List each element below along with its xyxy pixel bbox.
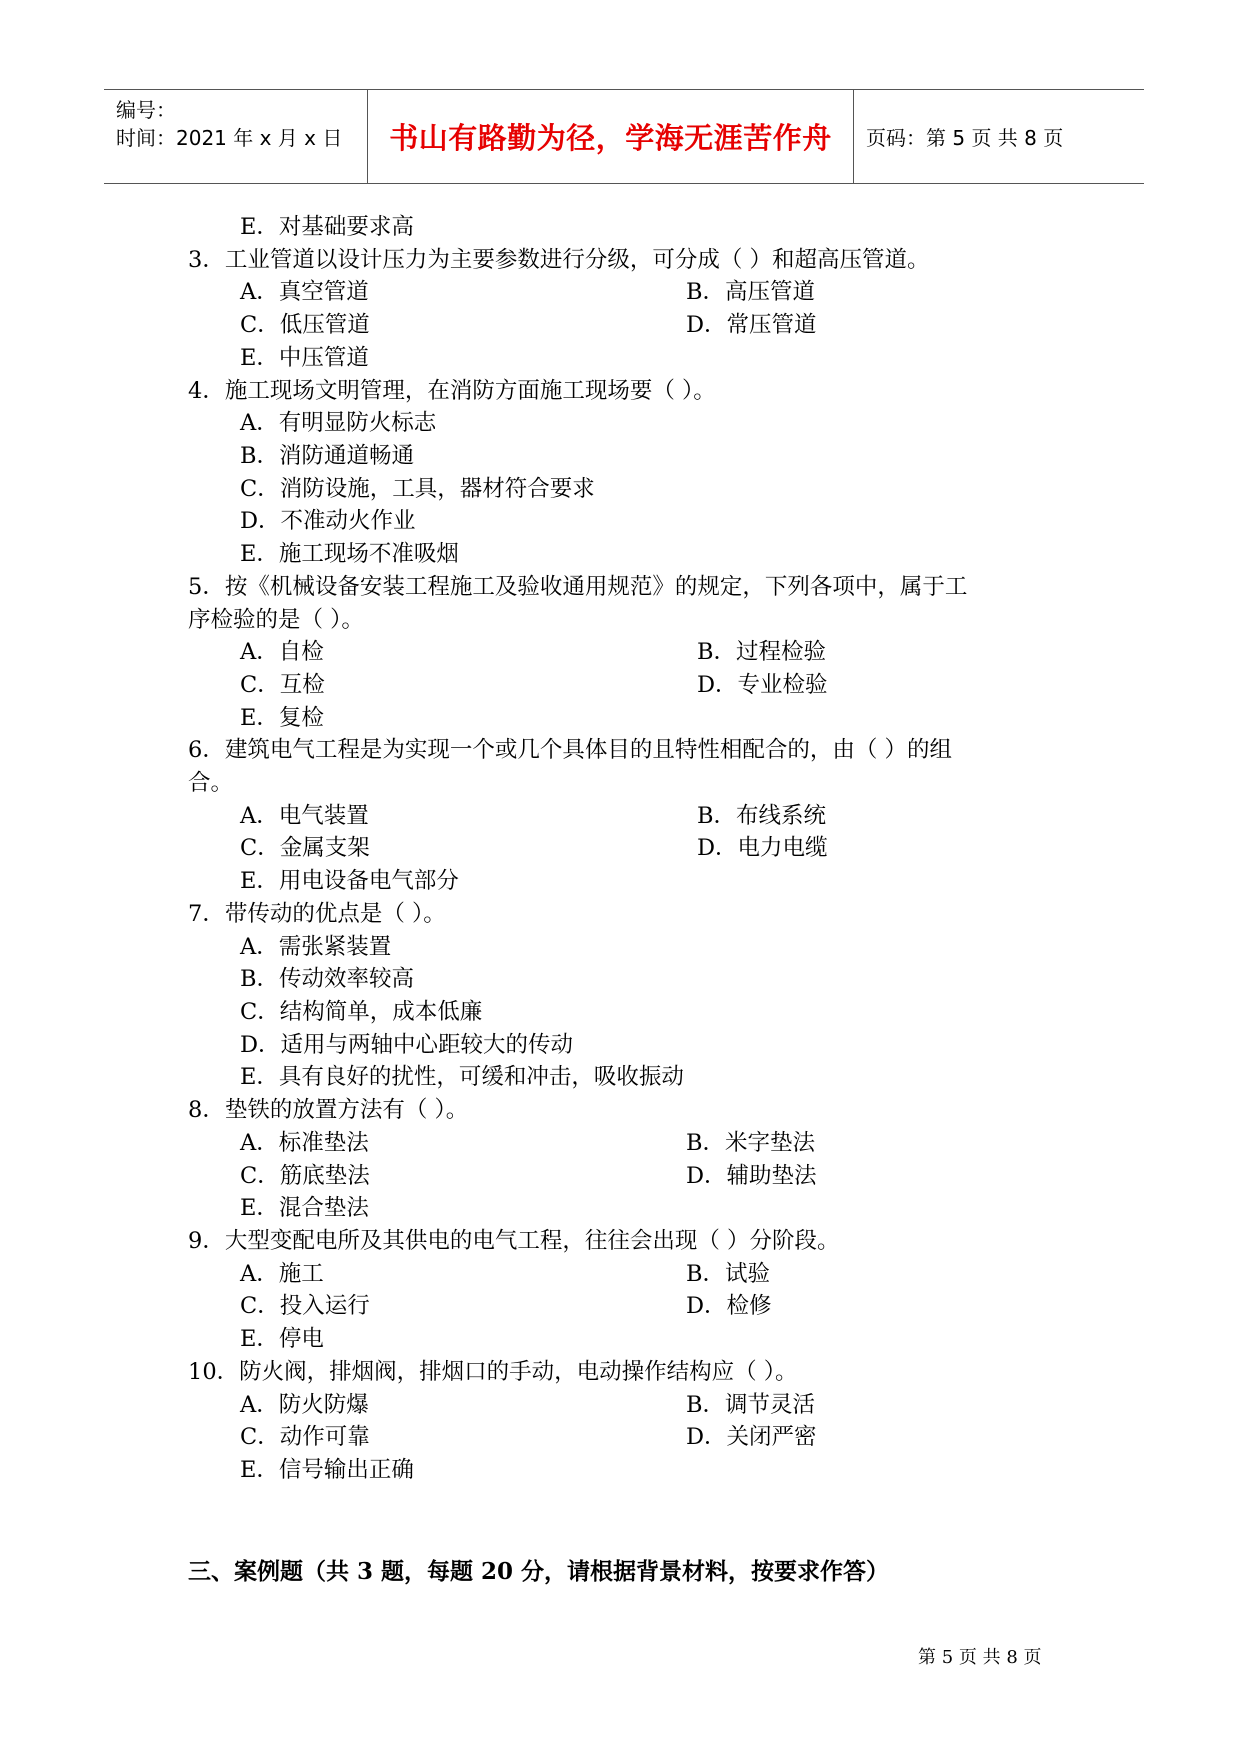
option-line: B．调节灵活: [686, 1392, 816, 1418]
option-line: B．过程检验: [697, 639, 827, 665]
option-line: B．布线系统: [697, 803, 827, 829]
question-line: 10．防火阀，排烟阀，排烟口的手动，电动操作结构应（ ）。: [188, 1359, 798, 1385]
option-line: E．复检: [240, 705, 324, 731]
option-line: C．投入运行: [240, 1293, 370, 1319]
option-line: B．高压管道: [686, 279, 816, 305]
question-line: 5．按《机械设备安装工程施工及验收通用规范》的规定，下列各项中，属于工: [188, 574, 968, 600]
option-line: E．具有良好的扰性，可缓和冲击，吸收振动: [240, 1064, 684, 1090]
option-line: E．施工现场不准吸烟: [240, 541, 459, 567]
option-line: E．对基础要求高: [240, 214, 414, 240]
option-line: D．不准动火作业: [240, 508, 416, 534]
option-line: C．结构简单，成本低廉: [240, 999, 483, 1025]
option-line: D．检修: [686, 1293, 772, 1319]
option-line: A．有明显防火标志: [240, 410, 437, 436]
option-line: A．电气装置: [240, 803, 369, 829]
question-line: 8．垫铁的放置方法有（ ）。: [188, 1097, 469, 1123]
option-line: D．电力电缆: [697, 835, 828, 861]
option-line: A．需张紧装置: [240, 934, 392, 960]
option-line: C．动作可靠: [240, 1424, 370, 1450]
section-title: 三、案例题（共 3 题，每题 20 分，请根据背景材料，按要求作答）: [188, 1558, 890, 1585]
option-line: D．关闭严密: [686, 1424, 817, 1450]
option-line: B．传动效率较高: [240, 966, 415, 992]
header-info-cell: [104, 90, 368, 183]
question-line: 3．工业管道以设计压力为主要参数进行分级，可分成（ ）和超高压管道。: [188, 247, 930, 273]
option-line: C．互检: [240, 672, 325, 698]
time-label: 时间：2021 年 x 月 x 日: [116, 126, 343, 150]
option-line: B．试验: [686, 1261, 771, 1287]
option-line: A．施工: [240, 1261, 324, 1287]
option-line: C．低压管道: [240, 312, 370, 338]
question-line: 9．大型变配电所及其供电的电气工程，往往会出现（ ）分阶段。: [188, 1228, 840, 1254]
option-line: E．中压管道: [240, 345, 369, 371]
option-line: C．金属支架: [240, 835, 370, 861]
question-line: 序检验的是（ ）。: [188, 607, 364, 633]
option-line: E．停电: [240, 1326, 324, 1352]
question-line: 6．建筑电气工程是为实现一个或几个具体目的且特性相配合的，由（ ）的组: [188, 737, 952, 763]
option-line: D．常压管道: [686, 312, 817, 338]
page-header: [104, 89, 1144, 184]
option-line: B．消防通道畅通: [240, 443, 415, 469]
question-line: 合。: [188, 770, 234, 796]
page-footer: 第 5 页 共 8 页: [918, 1647, 1042, 1668]
header-motto-cell: [368, 90, 854, 183]
option-line: A．真空管道: [240, 279, 369, 305]
option-line: A．标准垫法: [240, 1130, 369, 1156]
number-label: 编号：: [116, 98, 176, 122]
option-line: C．消防设施，工具，器材符合要求: [240, 476, 595, 502]
question-line: 7．带传动的优点是（ ）。: [188, 901, 446, 927]
option-line: D．适用与两轴中心距较大的传动: [240, 1032, 574, 1058]
header-page-cell: [854, 90, 1144, 183]
page-label: 页码：第 5 页 共 8 页: [866, 126, 1064, 150]
motto: 书山有路勤为径，学海无涯苦作舟: [389, 121, 832, 155]
option-line: E．用电设备电气部分: [240, 868, 459, 894]
option-line: D．专业检验: [697, 672, 828, 698]
option-line: E．信号输出正确: [240, 1457, 414, 1483]
option-line: B．米字垫法: [686, 1130, 816, 1156]
option-line: D．辅助垫法: [686, 1163, 817, 1189]
option-line: A．防火防爆: [240, 1392, 369, 1418]
question-line: 4．施工现场文明管理，在消防方面施工现场要（ ）。: [188, 378, 716, 404]
option-line: C．筋底垫法: [240, 1163, 370, 1189]
option-line: E．混合垫法: [240, 1195, 369, 1221]
option-line: A．自检: [240, 639, 324, 665]
